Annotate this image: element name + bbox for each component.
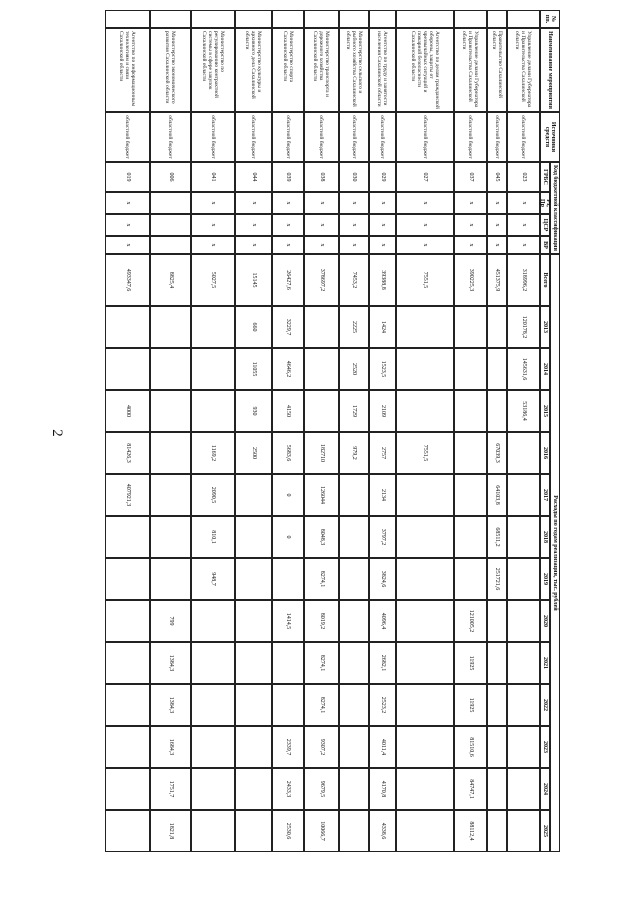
row-year-2016	[507, 432, 540, 474]
header-year-2015: 2015	[540, 390, 550, 432]
row-year-2015	[304, 390, 339, 432]
row-year-2015: 2109	[369, 390, 396, 432]
row-year-2017	[396, 474, 454, 516]
row-rzpr: x	[272, 192, 304, 214]
row-org: Агентство по делам гражданской обороны, защиты от чрезвычайных ситуаций и пожарной безопасности Сахалинской области	[396, 28, 454, 112]
row-year-2018: 3797,2	[369, 516, 396, 558]
row-year-2023: 1684,3	[150, 726, 191, 768]
row-year-2021	[487, 642, 507, 684]
row-source: областной бюджет	[105, 112, 150, 162]
row-year-2016: 5683,6	[272, 432, 304, 474]
row-year-2015: 1729	[339, 390, 369, 432]
row-year-2013	[487, 306, 507, 348]
row-vr: x	[235, 236, 272, 254]
row-no	[454, 10, 487, 28]
row-rzpr: x	[454, 192, 487, 214]
row-year-2023	[105, 726, 150, 768]
row-year-2019: 3824,6	[369, 558, 396, 600]
row-year-2022	[487, 684, 507, 726]
row-year-2018	[507, 516, 540, 558]
row-year-2021: 1384,3	[150, 642, 191, 684]
header-grbs: ГРБС	[540, 162, 550, 192]
row-year-2014: 1523,5	[369, 348, 396, 390]
row-year-2015: 930	[235, 390, 272, 432]
row-year-2019	[272, 558, 304, 600]
row-grbs: 019	[105, 162, 150, 192]
row-year-2023: 81510,6	[454, 726, 487, 768]
row-year-2019	[396, 558, 454, 600]
row-year-2016: 7551,5	[396, 432, 454, 474]
row-rzpr: x	[339, 192, 369, 214]
row-year-2014	[150, 348, 191, 390]
row-source: областной бюджет	[150, 112, 191, 162]
row-no	[487, 10, 507, 28]
row-no	[339, 10, 369, 28]
row-year-2015	[454, 390, 487, 432]
row-year-2024	[339, 768, 369, 810]
row-vr: x	[369, 236, 396, 254]
row-year-2020	[235, 600, 272, 642]
row-year-2018: 0	[272, 516, 304, 558]
row-year-2017: 2134	[369, 474, 396, 516]
row-year-2013	[191, 306, 235, 348]
row-year-2016: 1169,2	[191, 432, 235, 474]
row-year-2025	[235, 810, 272, 852]
row-total: 8825,4	[150, 254, 191, 306]
row-year-2022	[235, 684, 272, 726]
row-year-2019	[454, 558, 487, 600]
header-year-2018: 2018	[540, 516, 550, 558]
row-year-2017: 64103,8	[487, 474, 507, 516]
row-year-2025	[191, 810, 235, 852]
row-year-2016: 2500	[235, 432, 272, 474]
row-vr: x	[396, 236, 454, 254]
row-year-2022	[339, 684, 369, 726]
header-rzpr: Рз, Пр	[540, 192, 550, 214]
row-source: областной бюджет	[191, 112, 235, 162]
row-year-2022: 1384,3	[150, 684, 191, 726]
row-year-2018	[150, 516, 191, 558]
row-year-2013: 3229,7	[272, 306, 304, 348]
row-total: 378697,2	[304, 254, 339, 306]
row-grbs: 041	[191, 162, 235, 192]
row-year-2022	[507, 684, 540, 726]
row-year-2023	[396, 726, 454, 768]
row-vr: x	[191, 236, 235, 254]
row-org: Управление делами Губернатора и Правительства Сахалинской области	[507, 28, 540, 112]
row-csr	[150, 214, 191, 236]
row-source: областной бюджет	[507, 112, 540, 162]
row-rzpr: x	[105, 192, 150, 214]
row-year-2014	[396, 348, 454, 390]
row-year-2020: 4096,4	[369, 600, 396, 642]
header-source: Источники средств	[540, 112, 560, 162]
row-year-2019	[150, 558, 191, 600]
row-year-2023	[235, 726, 272, 768]
row-year-2019	[105, 558, 150, 600]
row-org: Министерство сельского и рыбного хозяйства Сахалинской области	[339, 28, 369, 112]
row-year-2016	[150, 432, 191, 474]
row-csr: x	[454, 214, 487, 236]
row-grbs: 044	[235, 162, 272, 192]
header-year-2024: 2024	[540, 768, 550, 810]
row-no	[507, 10, 540, 28]
row-year-2014	[487, 348, 507, 390]
row-year-2020: 799	[150, 600, 191, 642]
row-rzpr: x	[369, 192, 396, 214]
row-year-2021	[396, 642, 454, 684]
row-year-2015	[487, 390, 507, 432]
row-year-2014: 2520	[339, 348, 369, 390]
row-year-2017: 0	[272, 474, 304, 516]
row-year-2024: 1751,7	[150, 768, 191, 810]
row-year-2014	[304, 348, 339, 390]
row-year-2014	[105, 348, 150, 390]
row-year-2021: 8274,1	[304, 642, 339, 684]
row-year-2014: 145631,6	[507, 348, 540, 390]
row-year-2020: 121005,2	[454, 600, 487, 642]
row-year-2024	[105, 768, 150, 810]
row-csr: x	[105, 214, 150, 236]
row-year-2023	[507, 726, 540, 768]
row-year-2021	[235, 642, 272, 684]
row-year-2017	[454, 474, 487, 516]
row-year-2024	[396, 768, 454, 810]
row-year-2022: 8274,1	[304, 684, 339, 726]
row-year-2019: 948,7	[191, 558, 235, 600]
row-grbs: 037	[454, 162, 487, 192]
row-year-2020	[339, 600, 369, 642]
row-year-2018: 8048,3	[304, 516, 339, 558]
row-year-2015	[396, 390, 454, 432]
row-year-2025: 88112,4	[454, 810, 487, 852]
header-vr: ВР	[540, 236, 550, 254]
row-total: 390225,3	[454, 254, 487, 306]
row-year-2013	[150, 306, 191, 348]
row-year-2018	[339, 516, 369, 558]
row-org: Агентство по труду и занятости населения Сахалинской области	[369, 28, 396, 112]
row-year-2018	[235, 516, 272, 558]
row-grbs: 023	[507, 162, 540, 192]
header-budget-group: Код бюджетной классификации	[550, 162, 560, 254]
row-rzpr: x	[507, 192, 540, 214]
row-year-2018: 810,1	[191, 516, 235, 558]
row-total: 451375,9	[487, 254, 507, 306]
row-vr: x	[304, 236, 339, 254]
row-year-2017	[339, 474, 369, 516]
row-grbs: 039	[272, 162, 304, 192]
row-csr: x	[339, 214, 369, 236]
row-year-2014: 4646,2	[272, 348, 304, 390]
row-source: областной бюджет	[396, 112, 454, 162]
row-grbs: 030	[339, 162, 369, 192]
row-year-2025: 1821,8	[150, 810, 191, 852]
header-year-2021: 2021	[540, 642, 550, 684]
row-year-2019	[339, 558, 369, 600]
row-year-2013: 1424	[369, 306, 396, 348]
row-no	[235, 10, 272, 28]
header-year-2020: 2020	[540, 600, 550, 642]
row-vr: x	[272, 236, 304, 254]
row-rzpr: x	[191, 192, 235, 214]
row-grbs: 029	[369, 162, 396, 192]
row-year-2024	[235, 768, 272, 810]
row-csr: x	[369, 214, 396, 236]
row-source: областной бюджет	[487, 112, 507, 162]
header-name: Наименование мероприятия	[540, 28, 560, 112]
row-year-2013	[105, 306, 150, 348]
row-year-2017: 126044	[304, 474, 339, 516]
row-csr: x	[487, 214, 507, 236]
row-year-2025: 4338,6	[369, 810, 396, 852]
header-year-2017: 2017	[540, 474, 550, 516]
row-grbs: 038	[304, 162, 339, 192]
page-number: 2	[49, 429, 65, 437]
row-csr: x	[235, 214, 272, 236]
row-year-2023	[487, 726, 507, 768]
row-year-2020	[191, 600, 235, 642]
header-expenses-group: Расходы по годам реализации, тыс. рублей	[550, 254, 560, 852]
row-year-2025: 2530,6	[272, 810, 304, 852]
row-year-2025	[339, 810, 369, 852]
row-year-2017: 2090,5	[191, 474, 235, 516]
row-source: областной бюджет	[235, 112, 272, 162]
row-year-2013: 120178,2	[507, 306, 540, 348]
row-year-2013: 2225	[339, 306, 369, 348]
row-total: 7551,5	[396, 254, 454, 306]
row-vr	[150, 236, 191, 254]
row-year-2025: 10066,7	[304, 810, 339, 852]
row-year-2015	[191, 390, 235, 432]
row-org: Управление делами Губернатора и Правительства Сахалинской области	[454, 28, 487, 112]
row-year-2020: 8019,2	[304, 600, 339, 642]
row-year-2017	[235, 474, 272, 516]
row-year-2020	[487, 600, 507, 642]
row-source: областной бюджет	[369, 112, 396, 162]
row-year-2024: 84747,1	[454, 768, 487, 810]
header-year-2013: 2013	[540, 306, 550, 348]
budget-table	[105, 10, 560, 852]
row-no	[191, 10, 235, 28]
row-year-2020: 1414,5	[272, 600, 304, 642]
row-year-2024: 2433,3	[272, 768, 304, 810]
row-year-2021: 11925	[454, 642, 487, 684]
row-year-2015: 4000	[105, 390, 150, 432]
row-csr: x	[272, 214, 304, 236]
row-vr: x	[487, 236, 507, 254]
row-year-2014	[191, 348, 235, 390]
row-year-2025	[105, 810, 150, 852]
row-year-2019	[235, 558, 272, 600]
row-year-2025	[487, 810, 507, 852]
row-total: 26427,6	[272, 254, 304, 306]
row-year-2025	[396, 810, 454, 852]
row-year-2022	[191, 684, 235, 726]
row-source: областной бюджет	[304, 112, 339, 162]
row-year-2013: 660	[235, 306, 272, 348]
row-org: Министерство транспорта и дорожного хозяйства Сахалинской области	[304, 28, 339, 112]
row-total: 318996,2	[507, 254, 540, 306]
row-year-2014	[454, 348, 487, 390]
header-total: Всего	[540, 254, 550, 306]
row-org: Министерство спорта Сахалинской области	[272, 28, 304, 112]
row-vr: x	[339, 236, 369, 254]
row-year-2022	[396, 684, 454, 726]
row-csr: x	[507, 214, 540, 236]
row-year-2025	[507, 810, 540, 852]
row-grbs: 006	[150, 162, 191, 192]
row-source: областной бюджет	[339, 112, 369, 162]
row-org: Агентство по информационным технологиям и связи Сахалинской области	[105, 28, 150, 112]
row-rzpr: x	[487, 192, 507, 214]
row-rzpr: x	[396, 192, 454, 214]
row-csr: x	[396, 214, 454, 236]
row-year-2017: 407921,3	[105, 474, 150, 516]
row-vr: x	[105, 236, 150, 254]
row-year-2023	[191, 726, 235, 768]
row-year-2024	[191, 768, 235, 810]
row-year-2019	[507, 558, 540, 600]
row-year-2016	[454, 432, 487, 474]
row-year-2021	[191, 642, 235, 684]
row-year-2021	[272, 642, 304, 684]
row-org: Правительство Сахалинской области	[487, 28, 507, 112]
row-year-2018	[105, 516, 150, 558]
row-no	[150, 10, 191, 28]
row-csr: x	[304, 214, 339, 236]
row-year-2024: 4170,8	[369, 768, 396, 810]
row-year-2022	[105, 684, 150, 726]
row-no	[396, 10, 454, 28]
row-vr: x	[507, 236, 540, 254]
row-year-2015: 53186,4	[507, 390, 540, 432]
row-total: 15145	[235, 254, 272, 306]
row-year-2016: 2757	[369, 432, 396, 474]
row-source: областной бюджет	[454, 112, 487, 162]
row-year-2021: 2682,1	[369, 642, 396, 684]
row-year-2024	[507, 768, 540, 810]
row-year-2016: 81426,3	[105, 432, 150, 474]
row-year-2015: 4150	[272, 390, 304, 432]
header-year-2016: 2016	[540, 432, 550, 474]
row-year-2013	[454, 306, 487, 348]
header-year-2025: 2025	[540, 810, 550, 852]
row-no	[272, 10, 304, 28]
header-csr: ЦСР	[540, 214, 550, 236]
row-source: областной бюджет	[272, 112, 304, 162]
row-year-2019: 8274,1	[304, 558, 339, 600]
row-year-2018	[454, 516, 487, 558]
row-grbs: 027	[396, 162, 454, 192]
header-year-2014: 2014	[540, 348, 550, 390]
header-year-2019: 2019	[540, 558, 550, 600]
row-year-2016: 182710	[304, 432, 339, 474]
row-year-2016: 67039,3	[487, 432, 507, 474]
header-year-2023: 2023	[540, 726, 550, 768]
row-org: Министерство по регулированию контрактной системы в сфере закупок Сахалинской области	[191, 28, 235, 112]
row-year-2022: 2523,2	[369, 684, 396, 726]
row-total: 493347,6	[105, 254, 150, 306]
row-year-2021	[507, 642, 540, 684]
row-year-2023: 9307,2	[304, 726, 339, 768]
row-no	[105, 10, 150, 28]
row-year-2018	[396, 516, 454, 558]
row-year-2015	[150, 390, 191, 432]
row-year-2014: 11055	[235, 348, 272, 390]
row-rzpr: x	[304, 192, 339, 214]
row-grbs: 045	[487, 162, 507, 192]
row-org: Министерство экономического развития Сахалинской области	[150, 28, 191, 112]
row-total: 39388,8	[369, 254, 396, 306]
header-year-2022: 2022	[540, 684, 550, 726]
row-year-2013	[396, 306, 454, 348]
row-no	[369, 10, 396, 28]
row-year-2017	[150, 474, 191, 516]
row-year-2023: 4011,4	[369, 726, 396, 768]
row-rzpr	[150, 192, 191, 214]
row-rzpr: x	[235, 192, 272, 214]
row-year-2022	[272, 684, 304, 726]
row-year-2020	[507, 600, 540, 642]
row-no	[304, 10, 339, 28]
row-csr: x	[191, 214, 235, 236]
row-vr: x	[454, 236, 487, 254]
row-year-2022: 11925	[454, 684, 487, 726]
row-year-2024: 9679,5	[304, 768, 339, 810]
row-year-2018: 68511,2	[487, 516, 507, 558]
header-no: № пп.	[540, 10, 560, 28]
row-year-2013	[304, 306, 339, 348]
row-total: 5027,5	[191, 254, 235, 306]
row-year-2020	[105, 600, 150, 642]
row-year-2017	[507, 474, 540, 516]
row-year-2021	[339, 642, 369, 684]
row-year-2023: 2339,7	[272, 726, 304, 768]
row-year-2020	[396, 600, 454, 642]
row-year-2016: 979,2	[339, 432, 369, 474]
row-total: 7453,2	[339, 254, 369, 306]
row-year-2021	[105, 642, 150, 684]
row-year-2019: 251721,6	[487, 558, 507, 600]
row-year-2023	[339, 726, 369, 768]
row-year-2024	[487, 768, 507, 810]
row-org: Министерство культуры и архивного дела Сахалинской области	[235, 28, 272, 112]
